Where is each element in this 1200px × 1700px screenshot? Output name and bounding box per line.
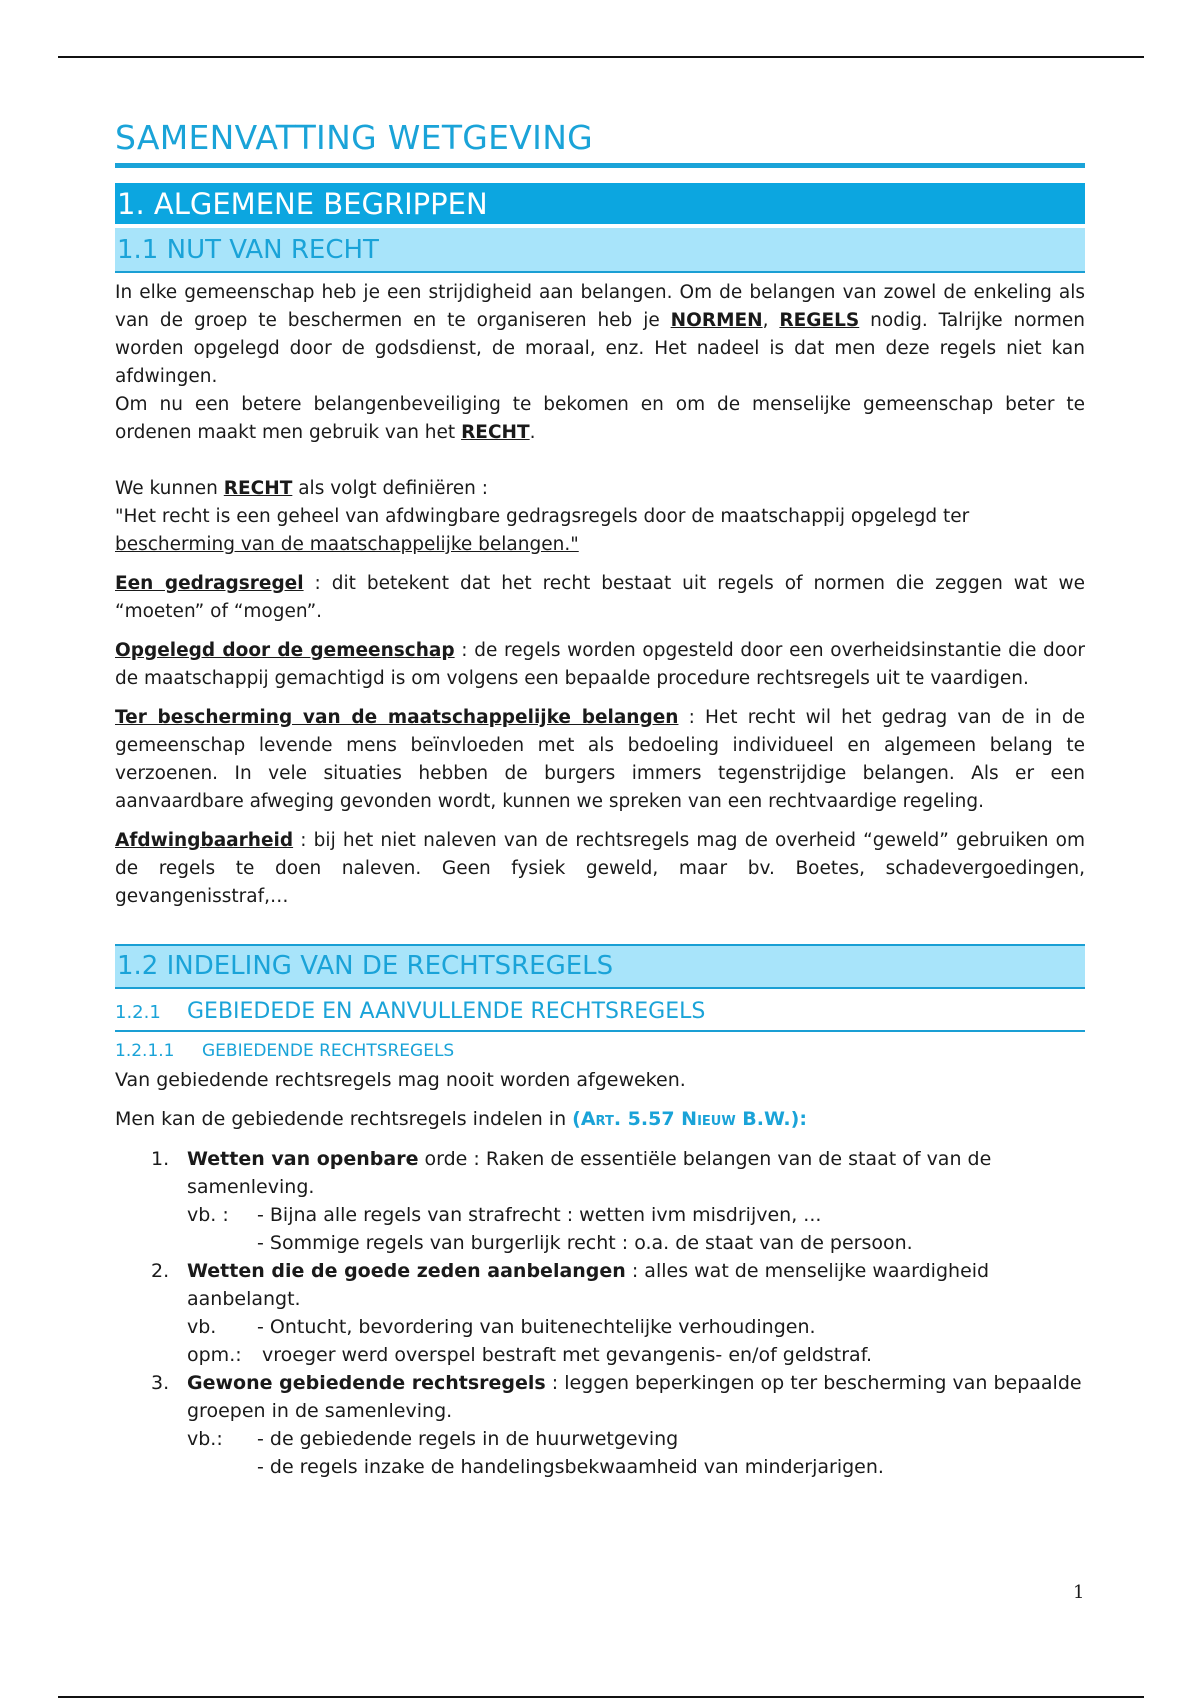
definition-intro: We kunnen RECHT als volgt definiëren : [115,478,488,499]
section-1-1-heading: 1.1 NUT VAN RECHT [115,228,1085,273]
intro-paragraph: In elke gemeenschap heb je een strijdigheid aan belangen. Om de belangen van zowel de enkeling als van de groep te beschermen en te organiseren heb je NORMEN, REGELS nodig. Talrijke normen worden opgelegd door de godsdienst, de moraal, enz. Het nadeel is dat men deze regels niet kan afdwingen. [115,282,1085,387]
bottom-rule [58,1696,1144,1698]
section-1-2-1-heading: 1.2.1 GEBIEDEDE EN AANVULLENDE RECHTSREGELS [115,997,1085,1032]
document-title: SAMENVATTING WETGEVING [115,118,1085,168]
definition-quote: "Het recht is een geheel van afdwingbare gedragsregels door de maatschappij opgelegd ter bescherming van de maatschappelijke belangen." [115,506,970,555]
list-item: 3. Gewone gebiedende rechtsregels : leggen beperkingen op ter bescherming van bepaalde groepen in de samenleving. vb.: - de gebiedende regels in de huurwetgeving - de regels inzake de handelingsbekwaamheid van minderjarigen. [151,1372,1082,1478]
intro-paragraph-2: Om nu een betere belangenbeveiliging te bekomen en om de menselijke gemeenschap beter te ordenen maakt men gebruik van het RECHT. [115,394,1085,443]
term-paragraph-opgelegd: Opgelegd door de gemeenschap : de regels worden opgesteld door een overheidsinstantie die door de maatschappij gemachtigd is om volgens een bepaalde procedure rechtsregels uit te vaardigen. [115,640,1085,689]
page-number: 1 [1073,1582,1085,1603]
term-normen: NORMEN [670,310,763,331]
list-item: 1. Wetten van openbare orde : Raken de essentiële belangen van de staat of van de samenleving. vb. : - Bijna alle regels van strafrecht : wetten ivm misdrijven, ... - Sommige regels van burgerlijk recht : o.a. de staat van de persoon. [151,1148,992,1254]
section-1-2-heading: 1.2 INDELING VAN DE RECHTSREGELS [115,944,1085,989]
top-rule [58,56,1144,58]
term-recht-2: RECHT [223,478,293,499]
gebiedende-intro: Van gebiedende rechtsregels mag nooit worden afgeweken. [115,1069,686,1091]
term-recht: RECHT [461,422,530,443]
list-item: 2. Wetten die de goede zeden aanbelangen : alles wat de menselijke waardigheid aanbelangt. vb. - Ontucht, bevordering van buitenechtelijke verhoudingen. opm.: vroeger werd overspel bestraft met gevangenis- en/of geldstraf. [151,1260,990,1366]
numbered-list [115,1145,1085,1481]
term-regels: REGELS [779,310,860,331]
gebiedende-indeling: Men kan de gebiedende rechtsregels indelen in (Art. 5.57 Nieuw B.W.): [115,1108,807,1130]
document-body [115,118,1085,1481]
term-paragraph-bescherming: Ter bescherming van de maatschappelijke belangen : Het recht wil het gedrag van de in de gemeenschap levende mens beïnvloeden met als bedoeling individueel en algemeen belang te verzoenen. In vele situaties hebben de burgers immers tegenstrijdige belangen. Als er een aanvaardbare afweging gevonden wordt, kunnen we spreken van een rechtvaardige regeling. [115,707,1085,812]
section-1-heading: 1. ALGEMENE BEGRIPPEN [115,183,1085,224]
term-paragraph-afdwingbaarheid: Afdwingbaarheid : bij het niet naleven van de rechtsregels mag de overheid “geweld” gebruiken om de regels te doen naleven. Geen fysiek geweld, maar bv. Boetes, schadevergoedingen, gevangenisstraf,… [115,830,1085,907]
article-reference: (Art. 5.57 Nieuw B.W.): [572,1108,807,1130]
term-paragraph-gedragsregel: Een gedragsregel : dit betekent dat het recht bestaat uit regels of normen die zeggen wat we “moeten” of “mogen”. [115,573,1085,622]
section-1-2-1-1-heading: 1.2.1.1 GEBIEDENDE RECHTSREGELS [115,1041,455,1061]
